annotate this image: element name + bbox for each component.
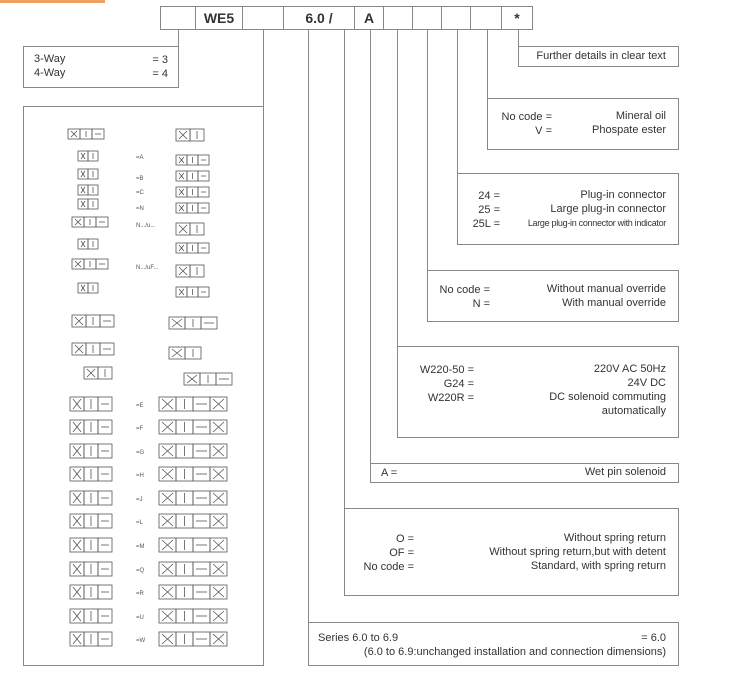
symbol-code-label: =W <box>136 638 146 644</box>
symbol-code-label: =B <box>136 176 144 182</box>
series-value: = 6.0 <box>641 632 666 644</box>
valve-symbol-spring-left <box>84 367 112 379</box>
code-cell-type: WE5 <box>195 6 243 30</box>
symbol-code-label: =F <box>136 426 144 432</box>
valve-symbol-b-left <box>78 169 98 179</box>
connector-line <box>263 30 264 106</box>
connector-code: 25 = <box>478 204 500 216</box>
symbol-code-label: =R <box>136 591 144 597</box>
valve-symbol-c-left <box>78 185 98 195</box>
valve-symbol-right-3 <box>159 467 227 481</box>
valve-symbol-c-right <box>176 187 209 197</box>
connector-desc: Plug-in connector <box>580 189 666 201</box>
valve-symbol-left-2 <box>70 444 112 458</box>
symbol-code-label: =C <box>136 190 144 196</box>
valve-symbol-left-1 <box>70 420 112 434</box>
override-desc: With manual override <box>562 297 666 309</box>
override-code: No code = <box>439 284 490 296</box>
valve-symbol-ufn-right <box>176 287 209 297</box>
valve-symbol-right-9 <box>159 609 227 623</box>
connector-desc: Large plug-in connector <box>550 203 666 215</box>
valve-symbol-right-10 <box>159 632 227 646</box>
spring-code: O = <box>395 533 414 545</box>
valve-symbol-ufn-left <box>78 283 98 293</box>
valve-symbols-drawing <box>24 107 263 665</box>
valve-symbol-uf-right <box>176 265 204 277</box>
valve-symbol-a-left <box>78 151 98 161</box>
valve-symbol-left-4 <box>70 491 112 505</box>
connector-line <box>518 30 519 46</box>
valve-symbol-n-right <box>176 203 209 213</box>
symbol-code-label: =H <box>136 473 144 479</box>
connector-line <box>344 30 345 508</box>
valve-symbol-right-8 <box>159 585 227 599</box>
ways-value-4: = 4 <box>152 68 168 80</box>
valve-symbol-left-7 <box>70 562 112 576</box>
spring-desc: Standard, with spring return <box>530 560 666 572</box>
valve-symbol-left-10 <box>70 632 112 646</box>
connector-line <box>457 30 458 173</box>
seal-code: V = <box>535 125 552 137</box>
seal-desc: Mineral oil <box>615 110 666 122</box>
connector-line <box>487 30 488 98</box>
connector-line <box>427 30 428 270</box>
valve-symbol-u-left <box>72 217 108 227</box>
ways-box <box>23 46 179 88</box>
voltage-desc: 220V AC 50Hz <box>593 363 666 375</box>
symbol-code-label: =M <box>136 544 145 550</box>
further-details-text: Further details in clear text <box>536 50 666 62</box>
valve-symbol-right-7 <box>159 562 227 576</box>
code-cell-1 <box>160 6 196 30</box>
voltage-desc: automatically <box>601 405 666 417</box>
solenoid-code: A = <box>381 467 398 479</box>
valve-symbol-spring-right <box>184 373 232 385</box>
voltage-code: W220R = <box>427 392 474 404</box>
code-cell-9 <box>470 6 502 30</box>
ways-value-3: = 3 <box>152 54 168 66</box>
series-note: (6.0 to 6.9:unchanged installation and connection dimensions) <box>363 646 666 658</box>
valve-symbol-main-right <box>176 129 204 141</box>
seal-material-box <box>487 98 679 150</box>
symbol-code-label: N.../uF... <box>136 265 159 271</box>
valve-symbol-left-8 <box>70 585 112 599</box>
connector-line <box>397 30 398 346</box>
symbol-code-label: =U <box>136 615 144 621</box>
valve-symbol-uf-left <box>72 259 108 269</box>
valve-symbol-main-left <box>68 129 104 139</box>
symbol-code-label: =E <box>136 403 144 409</box>
code-cell-3 <box>242 6 284 30</box>
valve-symbol-right-1 <box>159 420 227 434</box>
valve-symbol-b-right <box>176 171 209 181</box>
connector-line <box>308 30 309 622</box>
seal-desc: Phospate ester <box>592 124 666 136</box>
spring-code: OF = <box>389 547 414 559</box>
connector-line <box>370 30 371 463</box>
code-cell-8 <box>441 6 471 30</box>
spring-return-box <box>344 508 679 596</box>
supply-voltage-box <box>397 346 679 438</box>
valve-symbol-right-0 <box>159 397 227 411</box>
spring-code: No code = <box>363 561 414 573</box>
electrical-connector-box <box>457 173 679 245</box>
voltage-desc: DC solenoid commuting <box>549 391 666 403</box>
valve-symbol-left-6 <box>70 538 112 552</box>
code-cell-6 <box>383 6 413 30</box>
valve-symbol-left-9 <box>70 609 112 623</box>
valve-symbol-right-4 <box>159 491 227 505</box>
voltage-code: W220-50 = <box>419 364 474 376</box>
symbol-code-label: =Q <box>136 568 145 574</box>
valve-symbol-left-3 <box>70 467 112 481</box>
valve-symbol-a-right <box>176 155 209 165</box>
override-desc: Without manual override <box>546 283 666 295</box>
ways-label-4: 4-Way <box>34 67 66 79</box>
further-details-box <box>518 46 679 67</box>
valve-symbol-detent-right <box>169 347 201 359</box>
connector-code: 24 = <box>478 190 500 202</box>
code-cell-star: * <box>501 6 533 30</box>
symbol-code-label: =J <box>136 497 143 503</box>
symbol-code-label: =G <box>136 450 145 456</box>
valve-symbol-u-right <box>176 223 204 235</box>
solenoid-type-box <box>370 463 679 483</box>
symbol-code-label: =A <box>136 155 144 161</box>
voltage-code: G24 = <box>443 378 474 390</box>
valve-symbol-3pos-left <box>72 315 114 327</box>
code-cell-series: 6.0 / <box>283 6 355 30</box>
valve-symbol-right-6 <box>159 538 227 552</box>
valve-symbol-3pos-right <box>169 317 217 329</box>
voltage-desc: 24V DC <box>627 377 666 389</box>
valve-symbol-right-5 <box>159 514 227 528</box>
ways-label-3: 3-Way <box>34 53 66 65</box>
solenoid-desc: Wet pin solenoid <box>584 466 666 478</box>
valve-symbol-un-left <box>78 239 98 249</box>
valve-symbol-detent-left <box>72 343 114 355</box>
top-accent-bar <box>0 0 105 3</box>
series-box <box>308 622 679 666</box>
symbol-code-label: =L <box>136 520 143 526</box>
valve-symbol-left-0 <box>70 397 112 411</box>
override-code: N = <box>472 298 490 310</box>
symbol-code-label: =N <box>136 206 144 212</box>
series-label: Series 6.0 to 6.9 <box>318 632 399 644</box>
valve-symbols-box <box>23 106 264 666</box>
valve-symbol-n-left <box>78 199 98 209</box>
valve-symbol-un-right <box>176 243 209 253</box>
symbol-code-label: N.../u... <box>136 223 156 229</box>
seal-code: No code = <box>501 111 552 123</box>
code-cell-7 <box>412 6 442 30</box>
valve-symbol-right-2 <box>159 444 227 458</box>
spring-desc: Without spring return,but with detent <box>489 546 666 558</box>
spring-desc: Without spring return <box>563 532 666 544</box>
manual-override-box <box>427 270 679 322</box>
valve-symbol-left-5 <box>70 514 112 528</box>
connector-code: 25L = <box>472 218 500 230</box>
connector-line <box>178 30 179 47</box>
code-cell-solenoid: A <box>354 6 384 30</box>
connector-desc: Large plug-in connector with indicator <box>527 218 666 228</box>
